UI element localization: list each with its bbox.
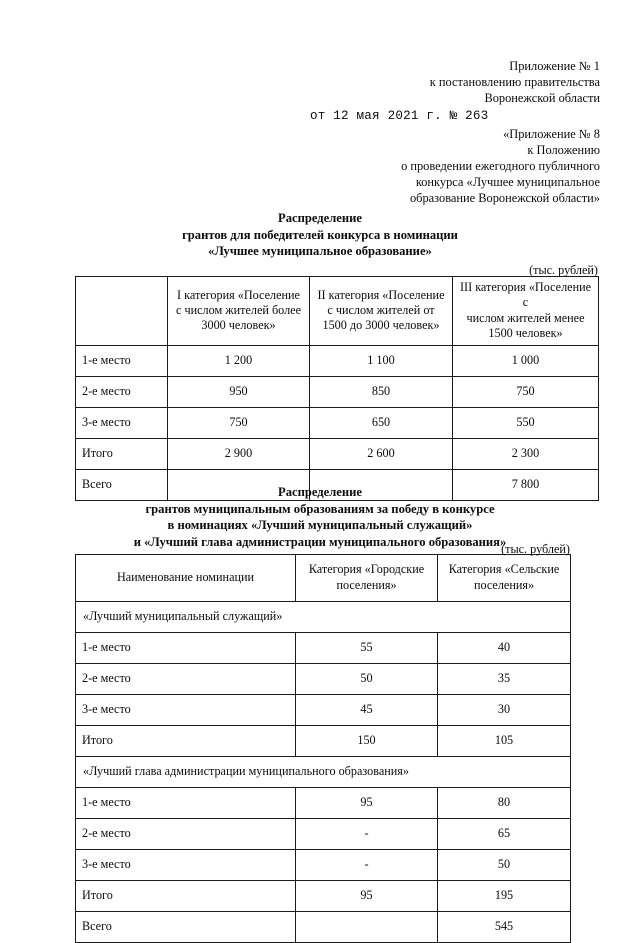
row-label: 3-е место	[76, 407, 168, 438]
header-text-line: Наименование номинации	[116, 570, 255, 585]
table-row-grand-total	[76, 912, 571, 943]
header-text-line: III категория «Поселение с	[459, 280, 592, 310]
header-text-line: с числом жителей более	[176, 303, 301, 318]
table-header-row	[76, 555, 571, 602]
row-label: Итого	[76, 438, 168, 469]
row-label: 1-е место	[76, 788, 296, 819]
section-2-title-line-2: грантов муниципальным образованиям за победу в конкурсе	[145, 501, 495, 516]
table-row	[76, 850, 571, 881]
section-2-title-line-4: и «Лучший глава администрации муниципального образования»	[133, 534, 507, 549]
cell-value: 40	[438, 633, 571, 664]
cell-value: 95	[296, 881, 438, 912]
cell-value: 35	[438, 664, 571, 695]
cell-value: 1 000	[453, 345, 599, 376]
cell-value: 50	[438, 850, 571, 881]
table-row	[76, 788, 571, 819]
cell-value: 2 900	[168, 438, 310, 469]
table-group-row	[76, 602, 571, 633]
header-text-line: 1500 человек»	[488, 326, 563, 341]
table-header-cell-empty	[76, 277, 168, 346]
header-line-appendix: Приложение № 1	[509, 59, 600, 73]
cell-value: 150	[296, 726, 438, 757]
header-text-line: 3000 человек»	[201, 318, 276, 333]
table-group-row	[76, 757, 571, 788]
header-text-line: поселения»	[473, 578, 535, 592]
header-text-line: I категория «Поселение	[177, 287, 300, 302]
cell-value: 50	[296, 664, 438, 695]
cell-value: 1 200	[168, 345, 310, 376]
row-label: Всего	[76, 912, 296, 943]
table-row-total	[76, 726, 571, 757]
header-line-contest-3: образование Воронежской области»	[409, 191, 600, 206]
header-line-decree-authority: к постановлению правительства	[429, 75, 600, 90]
header-text-line: Категория «Городские	[308, 562, 425, 577]
grants-distribution-table	[75, 276, 599, 501]
table-row	[76, 819, 571, 850]
cell-value: 545	[438, 912, 571, 943]
cell-value: 2 300	[453, 438, 599, 469]
table-header-cell-rural	[438, 555, 571, 602]
row-label: 2-е место	[76, 819, 296, 850]
header-text-line: II категория «Поселение	[317, 287, 445, 302]
row-label: 2-е место	[76, 376, 168, 407]
section-1-title-line-2: грантов для победителей конкурса в номинации	[182, 227, 458, 242]
header-text-line: поселения»	[336, 578, 397, 592]
header-line-contest-1: о проведении ежегодного публичного	[401, 158, 600, 173]
row-label: 3-е место	[76, 850, 296, 881]
table-row	[76, 664, 571, 695]
table-header-cell-category-3	[453, 277, 599, 346]
table-row	[76, 407, 599, 438]
cell-value: 105	[438, 726, 571, 757]
cell-value: 95	[296, 788, 438, 819]
group-label: «Лучший глава администрации муниципального образования»	[76, 757, 571, 788]
cell-value: 195	[438, 881, 571, 912]
cell-value: 650	[310, 407, 453, 438]
cell-value: 950	[168, 376, 310, 407]
table-row-total	[76, 881, 571, 912]
section-1-title-line-3: «Лучшее муниципальное образование»	[208, 244, 432, 259]
cell-value: 750	[168, 407, 310, 438]
section-2-title-line-3: в номинациях «Лучший муниципальный служащий»	[167, 518, 473, 533]
cell-value: -	[296, 850, 438, 881]
header-text-line: Категория «Сельские	[448, 562, 560, 577]
section-1-units-label: (тыс. рублей)	[529, 263, 598, 277]
table-row-total	[76, 438, 599, 469]
cell-value: 55	[296, 633, 438, 664]
cell-value: 1 100	[310, 345, 453, 376]
table-row	[76, 695, 571, 726]
header-text-line: с числом жителей от	[327, 303, 435, 318]
header-line-appendix-8: «Приложение № 8	[503, 126, 600, 141]
cell-value: 80	[438, 788, 571, 819]
cell-value: 65	[438, 819, 571, 850]
cell-value: 30	[438, 695, 571, 726]
header-line-contest-2: конкурса «Лучшее муниципальное	[415, 175, 600, 190]
header-line-region: Воронежской области	[484, 91, 600, 106]
row-label: Всего	[76, 469, 168, 500]
nominations-grants-table	[75, 554, 571, 943]
row-label: 3-е место	[76, 695, 296, 726]
section-2-title	[50, 484, 590, 550]
row-label: 1-е место	[76, 345, 168, 376]
group-label: «Лучший муниципальный служащий»	[76, 602, 571, 633]
cell-value: 2 600	[310, 438, 453, 469]
header-text-line: 1500 до 3000 человек»	[322, 318, 440, 333]
section-2-units-label: (тыс. рублей)	[501, 542, 570, 556]
header-text-line: числом жителей менее	[466, 310, 585, 325]
cell-value: 550	[453, 407, 599, 438]
table-header-cell-nomination	[76, 555, 296, 602]
row-label: 1-е место	[76, 633, 296, 664]
table-row	[76, 633, 571, 664]
table-header-row	[76, 277, 599, 346]
row-label: 2-е место	[76, 664, 296, 695]
section-1-title-line-1: Распределение	[278, 211, 362, 225]
section-2-title-line-1: Распределение	[278, 485, 362, 499]
table-row	[76, 345, 599, 376]
cell-value: -	[296, 819, 438, 850]
header-line-regulation: к Положению	[527, 142, 600, 157]
table-header-cell-category-2	[310, 277, 453, 346]
table-header-cell-urban	[296, 555, 438, 602]
decree-number-line: от 12 мая 2021 г. № 263	[310, 109, 489, 124]
section-1-title	[60, 210, 580, 260]
row-label: Итого	[76, 881, 296, 912]
cell-value: 45	[296, 695, 438, 726]
cell-value	[296, 912, 438, 943]
cell-value: 750	[453, 376, 599, 407]
table-header-cell-category-1	[168, 277, 310, 346]
cell-value: 7 800	[453, 469, 599, 500]
row-label: Итого	[76, 726, 296, 757]
table-row	[76, 376, 599, 407]
document-header	[300, 58, 600, 206]
cell-value: 850	[310, 376, 453, 407]
